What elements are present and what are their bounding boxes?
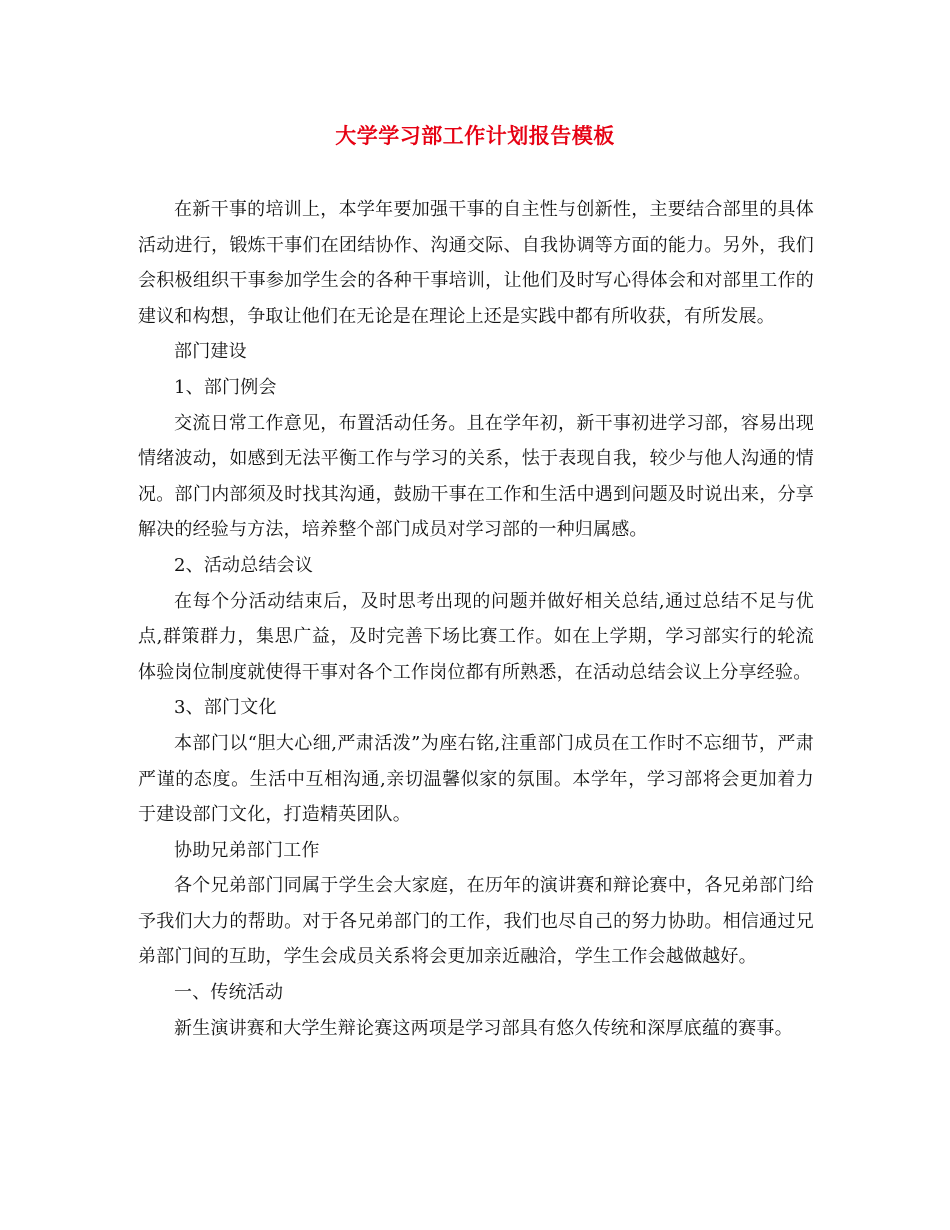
heading-department-culture: 3、部门文化 [174,697,277,719]
heading-department-meeting: 1、部门例会 [174,376,277,398]
paragraph-activity-summary: 在每个分活动结束后，及时思考出现的问题并做好相关总结,通过总结不足与优点,群策群力，集思广益，及时完善下场比赛工作。如在上学期，学习部实行的轮流体验岗位制度就使得干事对各个工作岗位都有所熟悉，在活动总结会议上分享经验。 [138,590,814,683]
heading-activity-summary: 2、活动总结会议 [174,554,314,576]
paragraph-department-meeting: 交流日常工作意见，布置活动任务。且在学年初，新干事初进学习部，容易出现情绪波动，如感到无法平衡工作与学习的关系，怯于表现自我，较少与他人沟通的情况。部门内部须及时找其沟通，鼓励干事在工作和生活中遇到问题及时说出来，分享解决的经验与方法，培养整个部门成员对学习部的一种归属感。 [138,412,814,541]
heading-assist-departments: 协助兄弟部门工作 [174,839,320,861]
paragraph-intro: 在新干事的培训上，本学年要加强干事的自主性与创新性，主要结合部里的具体活动进行，锻炼干事们在团结协作、沟通交际、自我协调等方面的能力。另外，我们会积极组织干事参加学生会的各种干事培训，让他们及时写心得体会和对部里工作的建议和构想，争取让他们在无论是在理论上还是实践中都有所收获，有所发展。 [138,199,814,327]
paragraph-department-culture: 本部门以“胆大心细,严肃活泼”为座右铭,注重部门成员在工作时不忘细节，严肃严谨的态度。生活中互相沟通,亲切温馨似家的氛围。本学年，学习部将会更加着力于建设部门文化，打造精英团队。 [138,732,814,826]
document-body [138,192,814,1046]
heading-department-building: 部门建设 [174,341,247,363]
document-title: 大学学习部工作计划报告模板 [335,123,615,148]
paragraph-assist-departments: 各个兄弟部门同属于学生会大家庭，在历年的演讲赛和辩论赛中，各兄弟部门给予我们大力的帮助。对于各兄弟部门的工作，我们也尽自己的努力协助。相信通过兄弟部门间的互助，学生会成员关系将会更加亲近融洽，学生工作会越做越好。 [138,875,814,968]
heading-traditional-activities: 一、传统活动 [174,982,284,1004]
paragraph-traditional-activities: 新生演讲赛和大学生辩论赛这两项是学习部具有悠久传统和深厚底蕴的赛事。 [174,1017,793,1039]
